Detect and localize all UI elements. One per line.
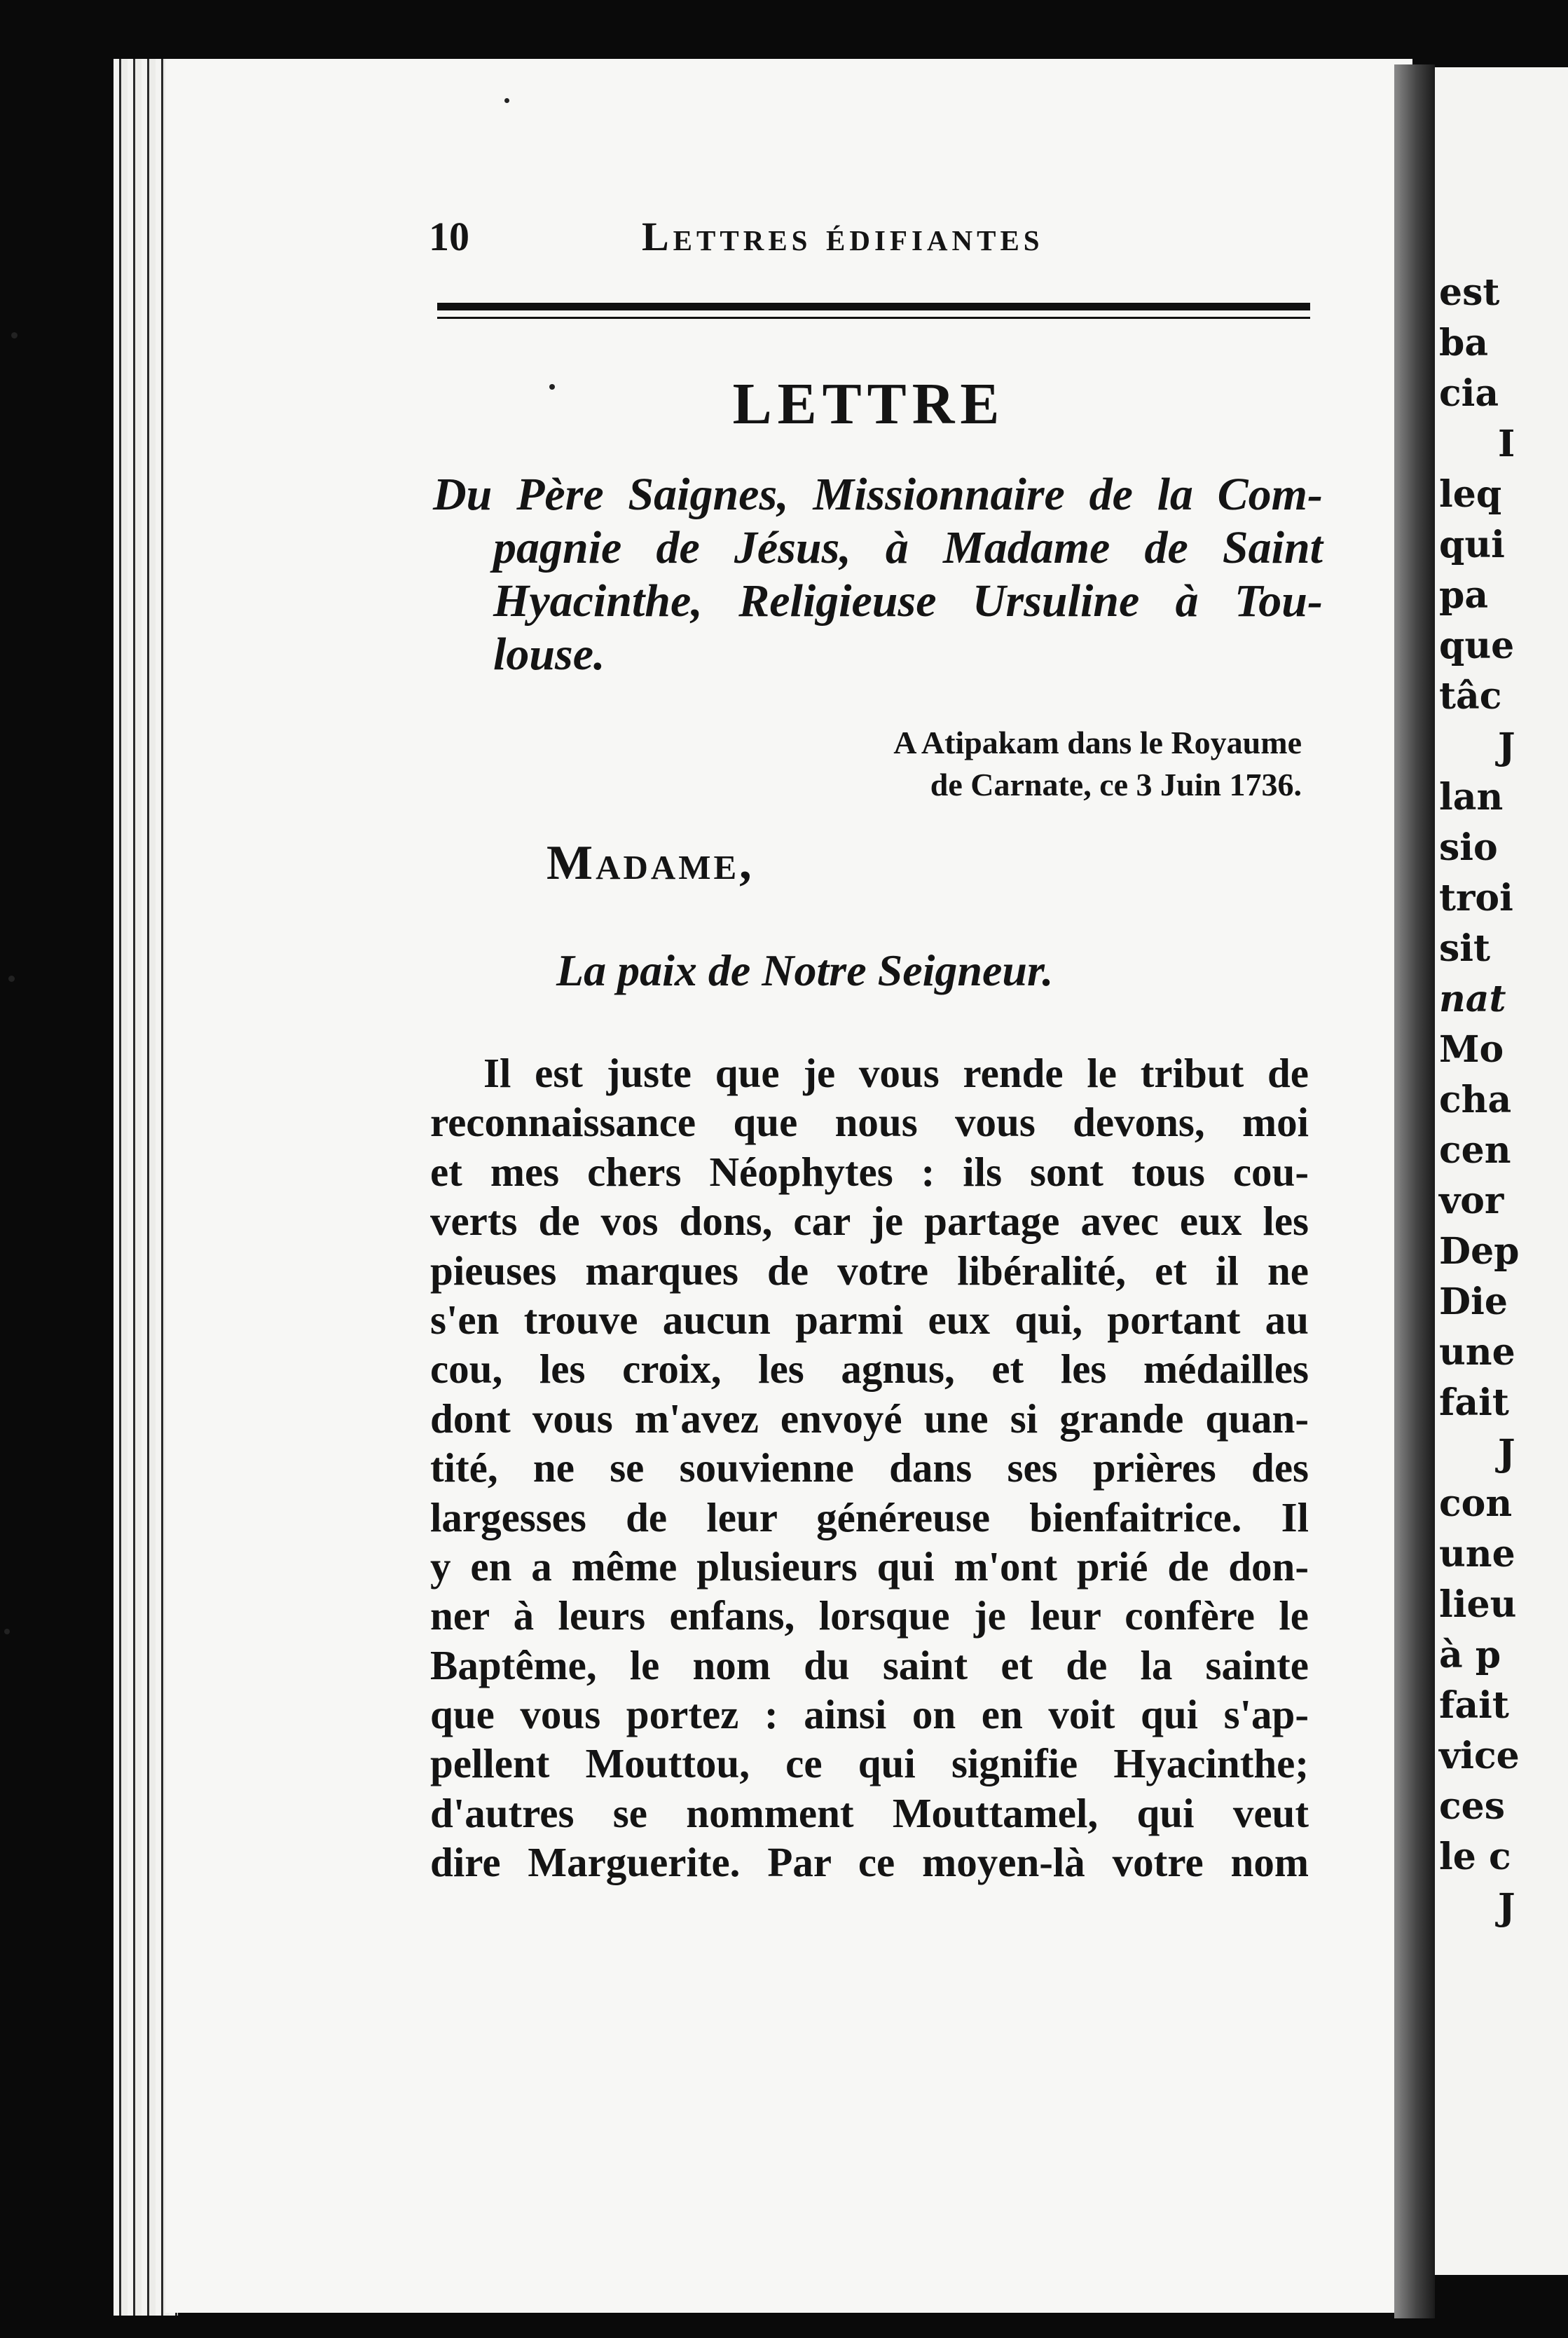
facing-line: leq [1439, 473, 1502, 516]
body-line: dire Marguerite. Par ce moyen-là votre nom [430, 1839, 1309, 1886]
facing-line: Die [1439, 1280, 1508, 1323]
facing-line: ces [1439, 1785, 1506, 1828]
scan-speck [8, 976, 15, 982]
subtitle-line: Hyacinthe, Religieuse Ursuline à Tou- [493, 575, 1323, 627]
scan-speck [504, 98, 509, 103]
place-and-date [631, 722, 1302, 806]
facing-line: pa [1439, 574, 1489, 617]
body-line: cou, les croix, les agnus, et les médailles [430, 1346, 1309, 1393]
subtitle-line: louse. [493, 629, 605, 680]
facing-line: une [1439, 1331, 1515, 1374]
place-line: A Atipakam dans le Royaume [893, 725, 1302, 760]
letter-subtitle [433, 468, 1323, 681]
facing-line: J [1498, 1886, 1515, 1929]
facing-line: est [1439, 271, 1500, 314]
facing-line: J [1498, 725, 1515, 768]
facing-line: Mo [1439, 1028, 1504, 1071]
place-line: de Carnate, ce 3 Juin 1736. [930, 767, 1302, 802]
body-line: y en a même plusieurs qui m'ont prié de don- [430, 1543, 1309, 1590]
body-line: que vous portez : ainsi on en voit qui s'ap- [430, 1691, 1309, 1738]
facing-line: J [1498, 1432, 1515, 1475]
facing-line: ba [1439, 322, 1489, 364]
facing-line: qui [1439, 524, 1505, 566]
facing-line: fait [1439, 1684, 1509, 1727]
facing-line: nat [1439, 978, 1506, 1020]
body-line: Baptême, le nom du saint et de la sainte [430, 1641, 1309, 1688]
salutation: Madame, [546, 836, 755, 890]
facing-line: sio [1439, 826, 1498, 869]
header-rule-thick [437, 303, 1310, 310]
page-number: 10 [429, 214, 469, 259]
facing-line: que [1439, 624, 1515, 667]
facing-line: vor [1439, 1180, 1504, 1222]
header-rule-thin [437, 317, 1310, 319]
facing-line: cia [1439, 372, 1499, 415]
book-gutter-shadow [1394, 64, 1435, 2318]
scan-speck [549, 384, 555, 390]
running-title: Lettres édifiantes [642, 214, 1044, 259]
facing-line: cha [1439, 1079, 1512, 1121]
body-line: largesses de leur généreuse bienfaitrice. Il [430, 1493, 1309, 1540]
facing-line: lieu [1439, 1583, 1517, 1626]
subtitle-line: Du Père Saignes, Missionnaire de la Com- [433, 469, 1323, 520]
facing-line: à p [1439, 1634, 1501, 1676]
letter-body [430, 1048, 1309, 1887]
greeting: La paix de Notre Seigneur. [556, 945, 1054, 995]
facing-line: troi [1439, 877, 1513, 920]
facing-line: con [1439, 1482, 1513, 1525]
body-line: dont vous m'avez envoyé une si grande quan- [430, 1395, 1309, 1442]
facing-line: cen [1439, 1129, 1511, 1172]
facing-line: une [1439, 1533, 1515, 1575]
scan-speck [11, 332, 18, 339]
facing-line: lan [1439, 776, 1504, 819]
facing-line: I [1498, 423, 1515, 465]
facing-line: sit [1439, 927, 1491, 970]
scan-speck [4, 1629, 10, 1634]
body-line: d'autres se nomment Mouttamel, qui veut [430, 1789, 1309, 1836]
body-line: s'en trouve aucun parmi eux qui, portant au [430, 1296, 1309, 1343]
facing-line: tâc [1439, 675, 1502, 718]
body-line: reconnaissance que nous vous devons, moi [430, 1099, 1309, 1146]
body-line: pellent Mouttou, ce qui signifie Hyacinthe; [430, 1740, 1309, 1787]
letter-heading: LETTRE [732, 371, 1005, 437]
running-head [425, 210, 1313, 266]
facing-line: vice [1439, 1735, 1520, 1777]
body-line: et mes chers Néophytes : ils sont tous cou- [430, 1148, 1309, 1195]
facing-page [1435, 67, 1568, 2275]
body-line: pieuses marques de votre libéralité, et il ne [430, 1247, 1309, 1294]
body-line: tité, ne se souvienne dans ses prières des [430, 1444, 1309, 1491]
facing-line: le c [1439, 1835, 1511, 1878]
body-line: Il est juste que je vous rende le tribut de [483, 1050, 1309, 1096]
subtitle-line: pagnie de Jésus, à Madame de Saint [493, 522, 1323, 573]
facing-line: fait [1439, 1381, 1509, 1424]
body-line: verts de vos dons, car je partage avec eux les [430, 1198, 1309, 1245]
facing-line: Dep [1439, 1230, 1520, 1273]
body-line: ner à leurs enfans, lorsque je leur confère le [430, 1592, 1309, 1639]
